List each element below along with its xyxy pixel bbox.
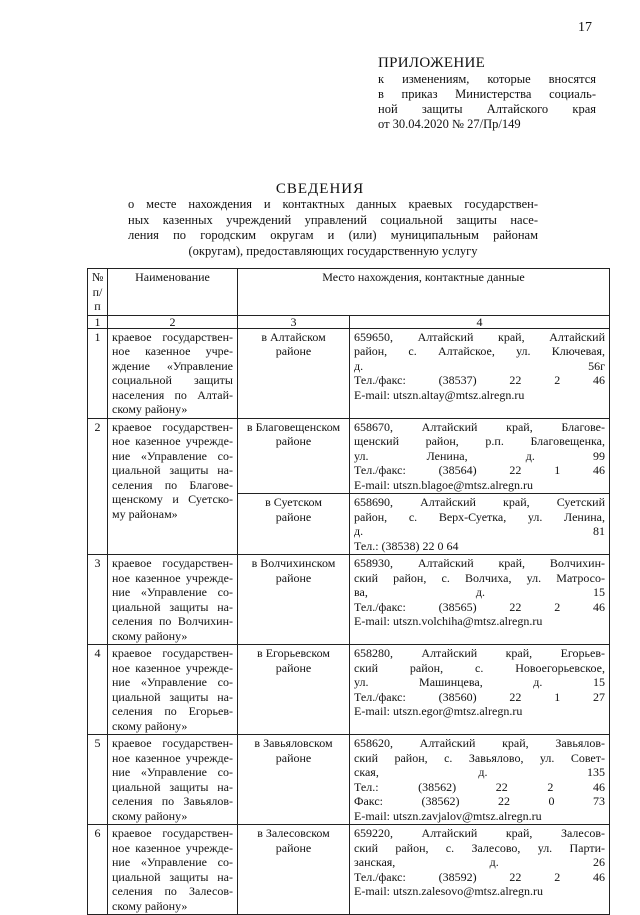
contact-line: Тел./факс: (38565) 22 2 46 [354,599,605,614]
contact-line: ский район, с. Залесово, ул. Парти- [354,840,605,855]
header-number [88,269,108,316]
contact-details [350,328,610,418]
institution-name-line: краевое государствен- [112,556,233,570]
contact-line: 658670, Алтайский край, Благове- [354,419,605,434]
institution-name-line: селения по Благове- [112,477,233,492]
district-location-line: районе [275,750,312,765]
contact-line: Тел.: (38562) 22 2 46 [354,779,605,794]
contact-line: E-mail: utszn.volchiha@mtsz.alregn.ru [354,614,543,628]
contact-line: E-mail: utszn.zalesovo@mtsz.alregn.ru [354,884,543,898]
subtitle-line: ных казенных учреждений управлений социальной защиты насе- [128,212,538,227]
district-location-line: в Завьяловском [254,736,333,750]
contact-details [350,494,610,555]
institution-name-line: ние «Управление со- [112,585,233,599]
institution-name-line: ное казенное учрежде- [112,750,233,765]
district-location [238,645,350,735]
table-row [88,555,610,645]
contact-line: ский район, с. Волчиха, ул. Матросо- [354,570,605,585]
district-location-line: в Залесовском [257,826,330,840]
institution-name-line: ное казенное учрежде- [112,840,233,855]
institution-name [108,645,238,735]
institution-name-line: краевое государствен- [112,419,233,434]
table-row [88,645,610,735]
district-location-line: районе [275,344,312,358]
institution-name-line: селения по Егорьев- [112,704,233,718]
institution-name-line: социальной защиты [112,373,233,387]
district-location [238,825,350,915]
institution-name-line: ние «Управление со- [112,855,233,869]
contact-line: ва, д. 15 [354,585,605,599]
header-number-line: п/п [92,284,103,313]
row-number: 2 [88,418,108,555]
district-location-line: в Волчихинском [251,556,336,570]
contact-details [350,735,610,825]
institution-name-line: ное казенное учрежде- [112,434,233,448]
institution-name-line: селения по Завьялов- [112,794,233,808]
institution-name-line: ное казенное учрежде- [112,660,233,675]
district-location [238,328,350,418]
district-location [238,735,350,825]
appendix-line: к изменениям, которые вносятся [378,72,596,86]
contact-line: Тел./факс: (38564) 22 1 46 [354,463,605,477]
institution-name [108,555,238,645]
contact-line: 659650, Алтайский край, Алтайский [354,329,605,344]
document-heading: СВЕДЕНИЯ [275,181,365,197]
contact-line: E-mail: utszn.zavjalov@mtsz.alregn.ru [354,808,542,823]
contact-details [350,555,610,645]
district-location-line: районе [275,660,312,675]
institution-name-line: населения по Алтай- [112,387,233,402]
institution-name-line: краевое государствен- [112,736,233,750]
institution-name-line: скому району» [112,718,188,733]
institution-name-line: циальной защиты на- [112,463,233,477]
institution-name [108,418,238,555]
row-number: 6 [88,825,108,915]
district-location-line: районе [275,509,312,524]
institution-name [108,825,238,915]
contact-line: район, с. Алтайское, ул. Ключевая, [354,344,605,358]
contact-line: 659220, Алтайский край, Залесов- [354,826,605,840]
column-number: 4 [350,315,610,328]
contact-line: ский район, с. Новоегорьевское, [354,660,605,675]
institution-name-line: краевое государствен- [112,826,233,840]
institution-name-line: краевое государствен- [112,646,233,660]
district-location-line: районе [275,840,312,855]
contact-line: Факс: (38562) 22 0 73 [354,794,605,808]
district-location [238,494,350,555]
district-location-line: в Алтайском [261,329,326,344]
contact-line: 658280, Алтайский край, Егорьев- [354,646,605,660]
table-row [88,328,610,418]
contact-line: ский район, с. Завьялово, ул. Совет- [354,750,605,765]
header-name: Наименование [108,269,238,316]
institution-name-line: циальной защиты на- [112,689,233,704]
institution-name-line: щенскому и Суетско- [112,492,233,506]
institution-name-line: му районам» [112,506,178,521]
contact-line: 658930, Алтайский край, Волчихин- [354,556,605,570]
institution-name [108,328,238,418]
appendix-title: ПРИЛОЖЕНИЕ [378,55,486,71]
appendix-line: ной защиты Алтайского края [378,102,596,116]
row-number: 5 [88,735,108,825]
institution-name-line: ние «Управление со- [112,765,233,779]
subtitle-line: о месте нахождения и контактных данных краевых государствен- [128,197,538,211]
subtitle-line: (округам), предоставляющих государственную услугу [188,243,478,258]
institutions-table [87,268,610,915]
column-number: 1 [88,315,108,328]
table-row [88,418,610,494]
district-location-line: районе [275,434,312,448]
institution-name-line: скому району» [112,628,188,643]
appendix-line: от 30.04.2020 № 27/Пр/149 [378,117,521,131]
subtitle-line: ления по городским округам и (или) муниципальным районам [128,228,538,242]
contact-line: E-mail: utszn.blagoe@mtsz.alregn.ru [354,477,533,492]
institution-name-line: селения по Залесов- [112,884,233,898]
table-header-row [88,269,610,316]
institution-name-line: ждение «Управление [112,358,233,373]
contact-line: 658620, Алтайский край, Завьялов- [354,736,605,750]
header-location: Место нахождения, контактные данные [238,269,610,316]
contact-line: E-mail: utszn.egor@mtsz.alregn.ru [354,704,523,718]
contact-line: Тел./факс: (38537) 22 2 46 [354,373,605,387]
institution-name-line: ние «Управление со- [112,675,233,689]
contact-line: д. 81 [354,524,605,538]
column-number: 3 [238,315,350,328]
district-location-line: в Егорьевском [257,646,330,660]
contact-line: д. 56г [354,358,605,373]
document-subtitle [128,197,538,259]
contact-line: Тел./факс: (38560) 22 1 27 [354,689,605,704]
contact-line: Тел.: (38538) 22 0 64 [354,538,459,553]
contact-details [350,418,610,494]
page-number: 17 [578,20,592,35]
row-number: 4 [88,645,108,735]
contact-line: щенский район, р.п. Благовещенка, [354,434,605,448]
row-number: 1 [88,328,108,418]
institution-name-line: селения по Волчихин- [112,614,233,628]
header-number-line: № [92,270,104,284]
contact-line: 658690, Алтайский край, Суетский [354,495,605,509]
institution-name-line: циальной защиты на- [112,599,233,614]
district-location-line: в Суетском [265,495,322,509]
district-location [238,555,350,645]
institution-name-line: ние «Управление со- [112,448,233,463]
institution-name-line: ное казенное учрежде- [112,570,233,585]
row-number: 3 [88,555,108,645]
column-number-row [88,315,610,328]
contact-line: ул. Машинцева, д. 15 [354,675,605,689]
contact-line: E-mail: utszn.altay@mtsz.alregn.ru [354,387,525,402]
table-row [88,735,610,825]
contact-line: Тел./факс: (38592) 22 2 46 [354,869,605,884]
institution-name-line: скому району» [112,402,188,416]
district-location-line: в Благовещенском [246,419,341,434]
district-location [238,418,350,494]
contact-details [350,825,610,915]
institution-name [108,735,238,825]
table-row [88,825,610,915]
institution-name-line: ное казенное учре- [112,344,233,358]
institution-name-line: краевое государствен- [112,329,233,344]
institution-name-line: скому району» [112,808,188,823]
institution-name-line: скому району» [112,898,188,913]
appendix-line: в приказ Министерства социаль- [378,87,596,101]
contact-line: занская, д. 26 [354,855,605,869]
contact-line: ул. Ленина, д. 99 [354,448,605,463]
column-number: 2 [108,315,238,328]
contact-line: ская, д. 135 [354,765,605,779]
contact-line: район, с. Верх-Суетка, ул. Ленина, [354,509,605,524]
institution-name-line: циальной защиты на- [112,869,233,884]
appendix-block [378,56,596,132]
contact-details [350,645,610,735]
institution-name-line: циальной защиты на- [112,779,233,794]
district-location-line: районе [275,570,312,585]
